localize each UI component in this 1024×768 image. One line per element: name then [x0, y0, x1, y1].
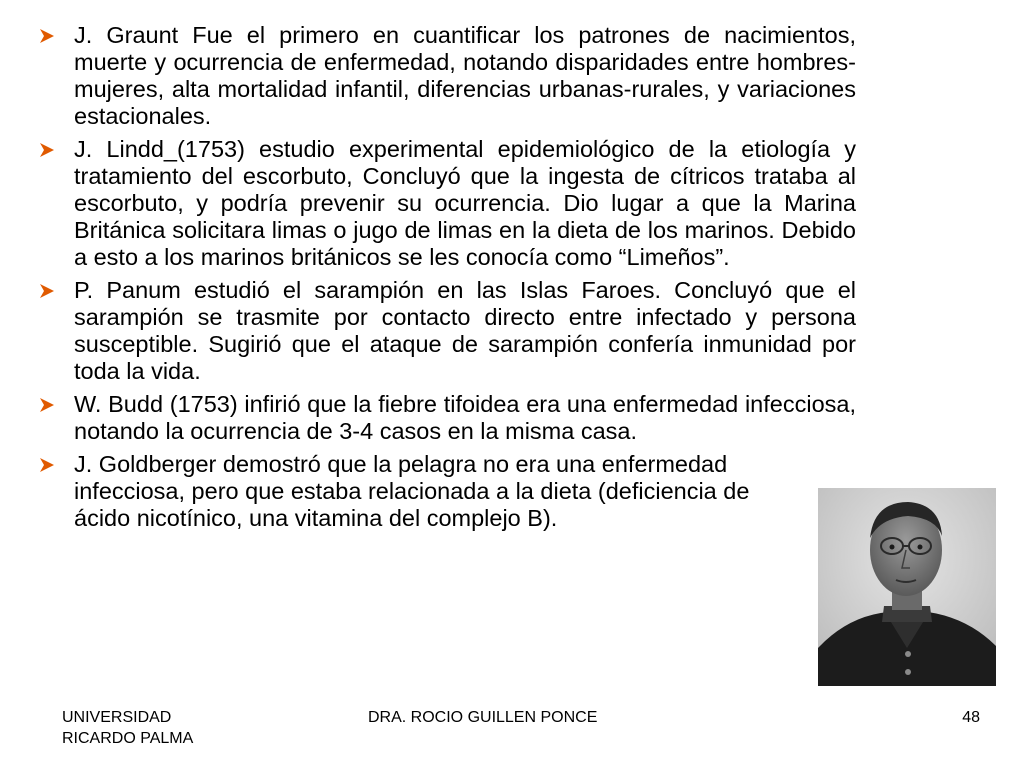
bullet-list [38, 22, 856, 538]
bullet-text: J. Goldberger demostró que la pelagra no era una enfermedad infecciosa, pero que estaba relacionada a la dieta (deficiencia de ácido nicotínico, una vitamina del complejo B). [74, 451, 750, 531]
orange-arrow-bullet-icon [38, 456, 56, 474]
footer-institution-text: UNIVERSIDAD RICARDO PALMA [62, 709, 194, 747]
bullet-text: J. Lindd_(1753) estudio experimental epidemiológico de la etiología y tratamiento del escorbuto, Concluyó que la ingesta de cítricos trataba al escorbuto, y podría prevenir su ocurrencia. Dio lugar a que la Marina Británica solicitara limas o jugo de limas en la dieta de los marinos. Debido a esto a los marinos británicos se les conocía como “Limeños”. [74, 136, 856, 270]
bullet-item [38, 451, 764, 532]
bullet-text: P. Panum estudió el sarampión en las Islas Faroes. Concluyó que el sarampión se trasmite por contacto directo entre infectado y persona susceptible. Sugirió que el ataque de sarampión confería inmunidad por toda la vida. [74, 277, 856, 384]
bullet-item [38, 391, 856, 445]
orange-arrow-bullet-icon [38, 282, 56, 300]
portrait-image [818, 488, 996, 686]
orange-arrow-bullet-icon [38, 396, 56, 414]
bullet-item [38, 136, 856, 271]
footer-institution [62, 707, 262, 749]
portrait-photo [818, 488, 996, 686]
slide-number-text: 48 [962, 709, 980, 726]
footer-author-text: DRA. ROCIO GUILLEN PONCE [368, 709, 598, 726]
bullet-text: W. Budd (1753) infirió que la fiebre tifoidea era una enfermedad infecciosa, notando la ocurrencia de 3-4 casos en la misma casa. [74, 391, 856, 444]
orange-arrow-bullet-icon [38, 27, 56, 45]
slide-number [940, 707, 980, 728]
orange-arrow-bullet-icon [38, 141, 56, 159]
bullet-text: J. Graunt Fue el primero en cuantificar los patrones de nacimientos, muerte y ocurrencia de enfermedad, notando disparidades entre hombres-mujeres, alta mortalidad infantil, diferencias urbanas-rurales, y variaciones estacionales. [74, 22, 856, 129]
bullet-item [38, 22, 856, 130]
bullet-item [38, 277, 856, 385]
footer-author [368, 707, 688, 728]
